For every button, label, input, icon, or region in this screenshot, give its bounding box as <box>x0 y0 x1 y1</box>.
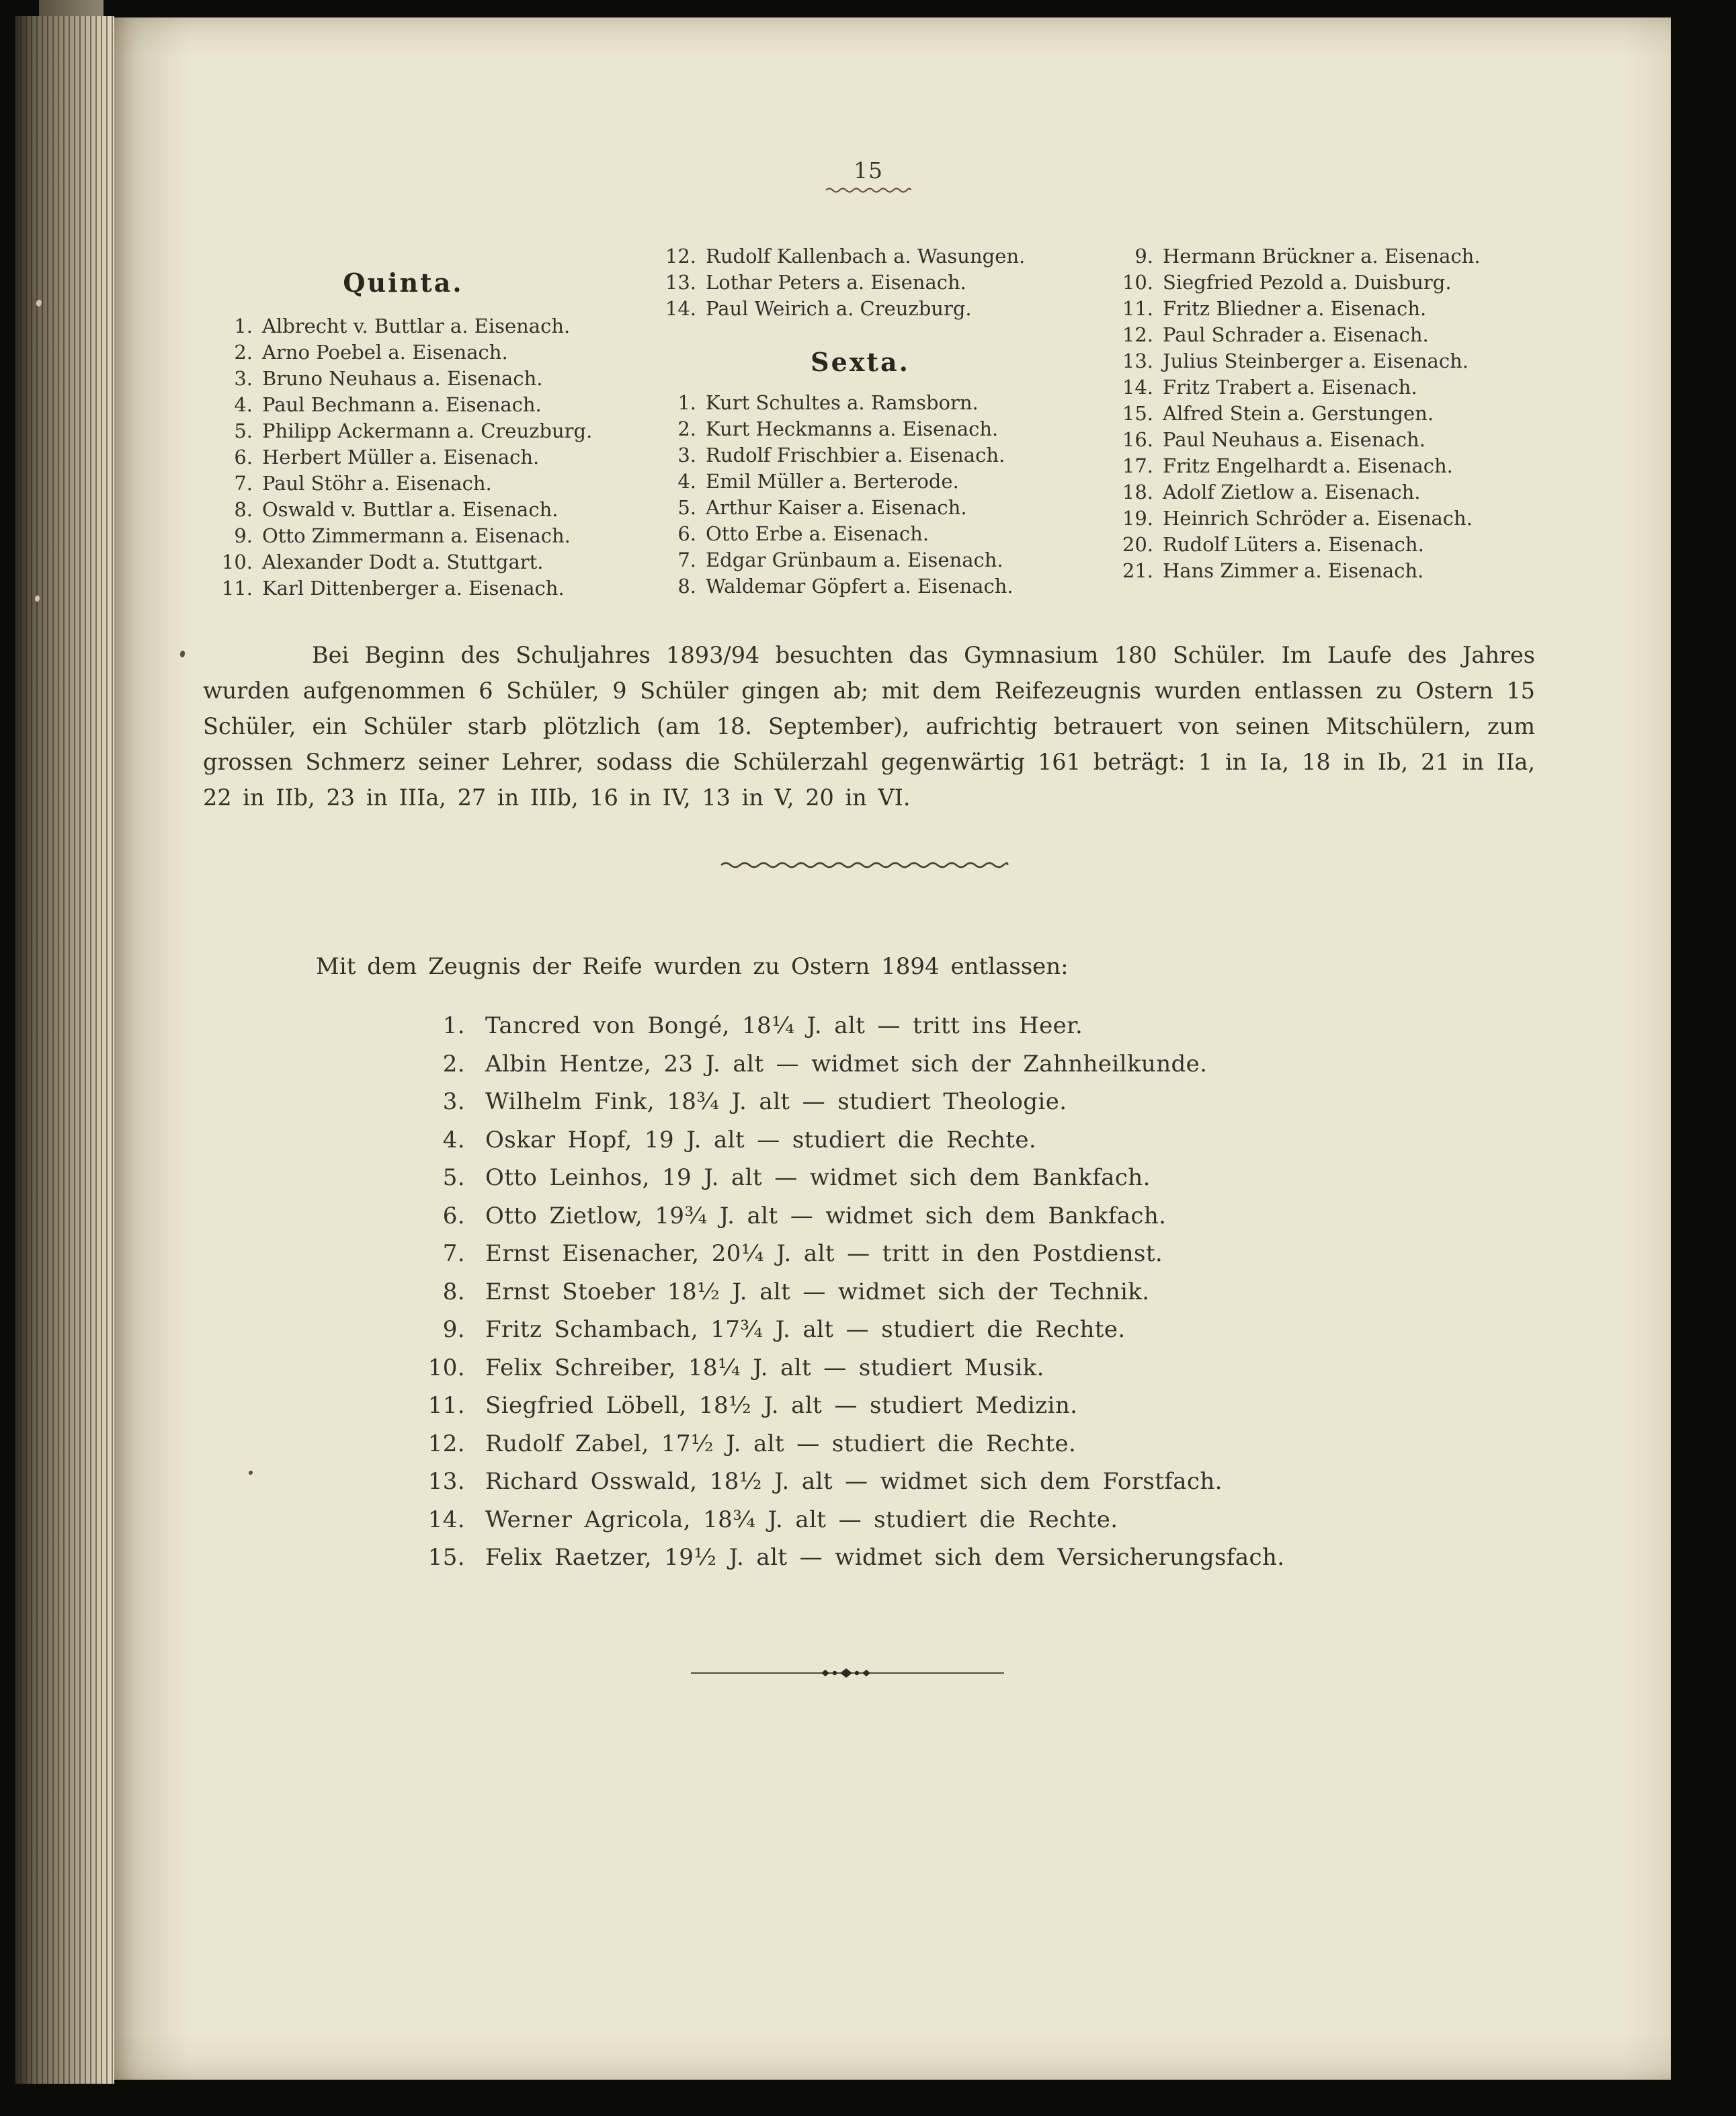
roster-item-number: 7. <box>234 472 253 495</box>
class-heading-quinta: Quinta. <box>343 268 464 298</box>
roster-item <box>1109 453 1481 479</box>
roster-item <box>208 549 592 575</box>
roster-item <box>652 270 1025 296</box>
roster-item <box>1109 427 1481 453</box>
graduate-item <box>407 1501 1284 1539</box>
roster-item-text: Karl Dittenberger a. Eisenach. <box>262 577 565 600</box>
roster-item-number: 7. <box>677 548 696 571</box>
graduate-item-text: Fritz Schambach, 17³⁄₄ J. alt — studiert die Rechte. <box>485 1316 1126 1343</box>
roster-item-number: 5. <box>234 419 253 442</box>
graduates-list <box>407 1007 1284 1577</box>
book-page-edges <box>15 16 114 2084</box>
roster-item <box>652 296 1025 322</box>
roster-item-number: 8. <box>234 498 253 521</box>
roster-item-text: Rudolf Lüters a. Eisenach. <box>1163 533 1424 556</box>
graduate-item-number: 2. <box>442 1050 465 1077</box>
roster-item <box>652 390 1014 416</box>
book-edge-top <box>39 0 104 17</box>
graduate-item-number: 11. <box>427 1392 465 1419</box>
graduate-item-number: 12. <box>427 1430 465 1457</box>
roster-item-number: 12. <box>665 245 696 268</box>
graduate-item <box>407 1045 1284 1084</box>
roster-list-quinta <box>208 313 592 602</box>
roster-item-text: Bruno Neuhaus a. Eisenach. <box>262 367 543 390</box>
graduate-item <box>407 1349 1284 1387</box>
roster-item-number: 9. <box>1134 245 1153 268</box>
graduate-item-number: 10. <box>427 1354 465 1381</box>
roster-item-number: 5. <box>677 496 696 519</box>
roster-item-text: Hans Zimmer a. Eisenach. <box>1163 559 1424 582</box>
roster-item-text: Paul Neuhaus a. Eisenach. <box>1163 428 1425 451</box>
graduate-item <box>407 1273 1284 1311</box>
enrollment-summary-paragraph: Bei Beginn des Schuljahres 1893/94 besuchten das Gymnasium 180 Schüler. Im Laufe des Jahres wurden aufgenommen 6 Schüler, 9 Schüler gingen ab; mit dem Reifezeugnis wurden entlassen zu Ostern 15 Schüler, ein Schüler starb plötzlich (am 18. September), aufrichtig betrauert von seinen Mitschülern, zum grossen Schmerz seiner Lehrer, sodass die Schülerzahl gegenwärtig 161 beträgt: 1 in Ia, 18 in Ib, 21 in IIa, 22 in IIb, 23 in IIIa, 27 in IIIb, 16 in IV, 13 in V, 20 in VI. <box>203 642 1535 811</box>
graduate-item-text: Siegfried Löbell, 18¹⁄₂ J. alt — studiert Medizin. <box>485 1392 1078 1419</box>
graduate-item-number: 7. <box>442 1240 465 1267</box>
graduate-item-number: 15. <box>427 1544 465 1571</box>
graduate-item-text: Otto Zietlow, 19³⁄₄ J. alt — widmet sich dem Bankfach. <box>485 1202 1167 1229</box>
graduate-item-number: 4. <box>442 1126 465 1153</box>
roster-item-number: 13. <box>1122 350 1153 372</box>
roster-item <box>208 418 592 444</box>
roster-item <box>652 469 1014 495</box>
graduate-item <box>407 1121 1284 1159</box>
roster-item-text: Alfred Stein a. Gerstungen. <box>1163 402 1434 425</box>
graduate-item-number: 13. <box>427 1468 465 1495</box>
roster-item <box>208 313 592 339</box>
graduate-item <box>407 1387 1284 1425</box>
roster-item-text: Otto Zimmermann a. Eisenach. <box>262 524 571 547</box>
roster-item-text: Herbert Müller a. Eisenach. <box>262 446 540 469</box>
document-page <box>114 17 1671 2080</box>
roster-item-text: Paul Schrader a. Eisenach. <box>1163 323 1429 346</box>
graduate-item-number: 6. <box>442 1202 465 1229</box>
roster-item-text: Fritz Engelhardt a. Eisenach. <box>1163 454 1453 477</box>
roster-item <box>1109 296 1481 322</box>
graduate-item <box>407 1007 1284 1045</box>
roster-item <box>208 471 592 497</box>
roster-item-text: Kurt Heckmanns a. Eisenach. <box>706 417 999 440</box>
roster-item-text: Edgar Grünbaum a. Eisenach. <box>706 548 1003 571</box>
roster-item-number: 18. <box>1122 481 1153 503</box>
graduate-item-number: 5. <box>442 1164 465 1191</box>
graduates-intro: Mit dem Zeugnis der Reife wurden zu Ostern 1894 entlassen: <box>316 953 1069 980</box>
roster-item-text: Rudolf Frischbier a. Eisenach. <box>706 444 1005 466</box>
roster-list-sexta-continued <box>1109 243 1481 584</box>
roster-item-text: Oswald v. Buttlar a. Eisenach. <box>262 498 559 521</box>
roster-item-number: 6. <box>677 522 696 545</box>
roster-item <box>1109 558 1481 584</box>
roster-item-number: 17. <box>1122 454 1153 477</box>
graduate-item-text: Werner Agricola, 18³⁄₄ J. alt — studiert die Rechte. <box>485 1506 1118 1533</box>
roster-item <box>652 521 1014 547</box>
roster-item-number: 20. <box>1122 533 1153 556</box>
roster-item-text: Paul Stöhr a. Eisenach. <box>262 472 492 495</box>
roster-item <box>1109 479 1481 505</box>
roster-item-number: 14. <box>665 297 696 320</box>
wavy-section-divider <box>719 860 1009 870</box>
graduate-item <box>407 1197 1284 1235</box>
roster-item <box>652 495 1014 521</box>
roster-item <box>652 573 1014 600</box>
graduate-item-number: 1. <box>442 1012 465 1039</box>
graduate-item <box>407 1159 1284 1197</box>
roster-item-number: 14. <box>1122 376 1153 399</box>
graduate-item <box>407 1083 1284 1121</box>
roster-item-text: Fritz Bliedner a. Eisenach. <box>1163 297 1427 320</box>
roster-item <box>1109 532 1481 558</box>
roster-item-text: Adolf Zietlow a. Eisenach. <box>1163 481 1421 503</box>
graduate-item-number: 9. <box>442 1316 465 1343</box>
roster-item-number: 9. <box>234 524 253 547</box>
roster-item <box>208 392 592 418</box>
graduate-item <box>407 1463 1284 1501</box>
roster-item-text: Albrecht v. Buttlar a. Eisenach. <box>262 315 571 337</box>
roster-item-number: 2. <box>234 341 253 364</box>
roster-item-number: 8. <box>677 575 696 598</box>
roster-item <box>1109 348 1481 374</box>
graduate-item <box>407 1235 1284 1273</box>
roster-item-number: 19. <box>1122 507 1153 530</box>
graduate-item-text: Rudolf Zabel, 17¹⁄₂ J. alt — studiert die Rechte. <box>485 1430 1077 1457</box>
roster-list-quinta-continued <box>652 243 1025 322</box>
roster-item-number: 21. <box>1122 559 1153 582</box>
roster-item-text: Rudolf Kallenbach a. Wasungen. <box>706 245 1026 268</box>
roster-item-number: 1. <box>234 315 253 337</box>
graduate-item <box>407 1311 1284 1349</box>
roster-item <box>1109 374 1481 401</box>
roster-item-text: Arno Poebel a. Eisenach. <box>262 341 508 364</box>
graduate-item-text: Otto Leinhos, 19 J. alt — widmet sich dem Bankfach. <box>485 1164 1151 1191</box>
roster-item-text: Arthur Kaiser a. Eisenach. <box>706 496 967 519</box>
scan-speck <box>180 651 185 657</box>
roster-item-number: 10. <box>221 551 253 573</box>
roster-list-sexta <box>652 390 1014 600</box>
roster-item-text: Emil Müller a. Berterode. <box>706 470 959 493</box>
roster-item-number: 13. <box>665 271 696 294</box>
ornament-end-divider <box>690 1666 1005 1680</box>
roster-item <box>1109 243 1481 270</box>
roster-item-number: 10. <box>1122 271 1153 294</box>
roster-item <box>208 497 592 523</box>
roster-item <box>1109 322 1481 348</box>
roster-item-text: Kurt Schultes a. Ramsborn. <box>706 391 979 414</box>
graduate-item <box>407 1425 1284 1463</box>
roster-item-text: Hermann Brückner a. Eisenach. <box>1163 245 1481 268</box>
graduate-item-number: 8. <box>442 1278 465 1305</box>
roster-item <box>652 243 1025 270</box>
page-number-underline-squiggle <box>824 186 913 194</box>
roster-item-text: Paul Weirich a. Creuzburg. <box>706 297 972 320</box>
roster-item <box>208 444 592 471</box>
page-number-block <box>821 157 915 194</box>
roster-item-text: Heinrich Schröder a. Eisenach. <box>1163 507 1473 530</box>
roster-item <box>1109 401 1481 427</box>
graduate-item-text: Albin Hentze, 23 J. alt — widmet sich der Zahnheilkunde. <box>485 1050 1208 1077</box>
graduate-item-text: Oskar Hopf, 19 J. alt — studiert die Rechte. <box>485 1126 1037 1153</box>
graduate-item-text: Richard Osswald, 18¹⁄₂ J. alt — widmet sich dem Forstfach. <box>485 1468 1223 1495</box>
graduate-item-text: Tancred von Bongé, 18¹⁄₄ J. alt — tritt ins Heer. <box>485 1012 1083 1039</box>
roster-item <box>208 523 592 549</box>
roster-item-number: 11. <box>221 577 253 600</box>
roster-item <box>208 575 592 602</box>
graduate-item-number: 14. <box>427 1506 465 1533</box>
roster-item-text: Julius Steinberger a. Eisenach. <box>1163 350 1469 372</box>
roster-item-number: 11. <box>1122 297 1153 320</box>
roster-item-number: 3. <box>677 444 696 466</box>
roster-item <box>1109 270 1481 296</box>
graduate-item-number: 3. <box>442 1088 465 1115</box>
roster-item-text: Otto Erbe a. Eisenach. <box>706 522 929 545</box>
roster-item-number: 16. <box>1122 428 1153 451</box>
scan-speck <box>249 1471 253 1475</box>
roster-item-number: 3. <box>234 367 253 390</box>
roster-item-number: 15. <box>1122 402 1153 425</box>
graduate-item-text: Felix Schreiber, 18¹⁄₄ J. alt — studiert Musik. <box>485 1354 1044 1381</box>
roster-item-text: Lothar Peters a. Eisenach. <box>706 271 966 294</box>
roster-item <box>652 547 1014 573</box>
roster-item <box>208 366 592 392</box>
roster-item <box>652 442 1014 469</box>
roster-item <box>1109 505 1481 532</box>
roster-item-number: 1. <box>677 391 696 414</box>
roster-item-number: 4. <box>677 470 696 493</box>
roster-item-text: Fritz Trabert a. Eisenach. <box>1163 376 1417 399</box>
graduate-item <box>407 1539 1284 1577</box>
graduate-item-text: Felix Raetzer, 19¹⁄₂ J. alt — widmet sich dem Versicherungsfach. <box>485 1544 1285 1571</box>
roster-item-number: 6. <box>234 446 253 469</box>
graduate-item-text: Wilhelm Fink, 18³⁄₄ J. alt — studiert Theologie. <box>485 1088 1067 1115</box>
graduate-item-text: Ernst Eisenacher, 20¹⁄₄ J. alt — tritt in den Postdienst. <box>485 1240 1163 1267</box>
roster-item-text: Siegfried Pezold a. Duisburg. <box>1163 271 1452 294</box>
class-heading-sexta: Sexta. <box>811 347 910 377</box>
roster-item-text: Waldemar Göpfert a. Eisenach. <box>706 575 1014 598</box>
roster-item-number: 2. <box>677 417 696 440</box>
graduate-item-text: Ernst Stoeber 18¹⁄₂ J. alt — widmet sich der Technik. <box>485 1278 1150 1305</box>
roster-item <box>208 339 592 366</box>
roster-item-text: Paul Bechmann a. Eisenach. <box>262 393 542 416</box>
roster-item-number: 12. <box>1122 323 1153 346</box>
roster-item <box>652 416 1014 442</box>
page-number: 15 <box>854 157 883 184</box>
roster-item-text: Philipp Ackermann a. Creuzburg. <box>262 419 593 442</box>
roster-item-text: Alexander Dodt a. Stuttgart. <box>262 551 544 573</box>
roster-item-number: 4. <box>234 393 253 416</box>
